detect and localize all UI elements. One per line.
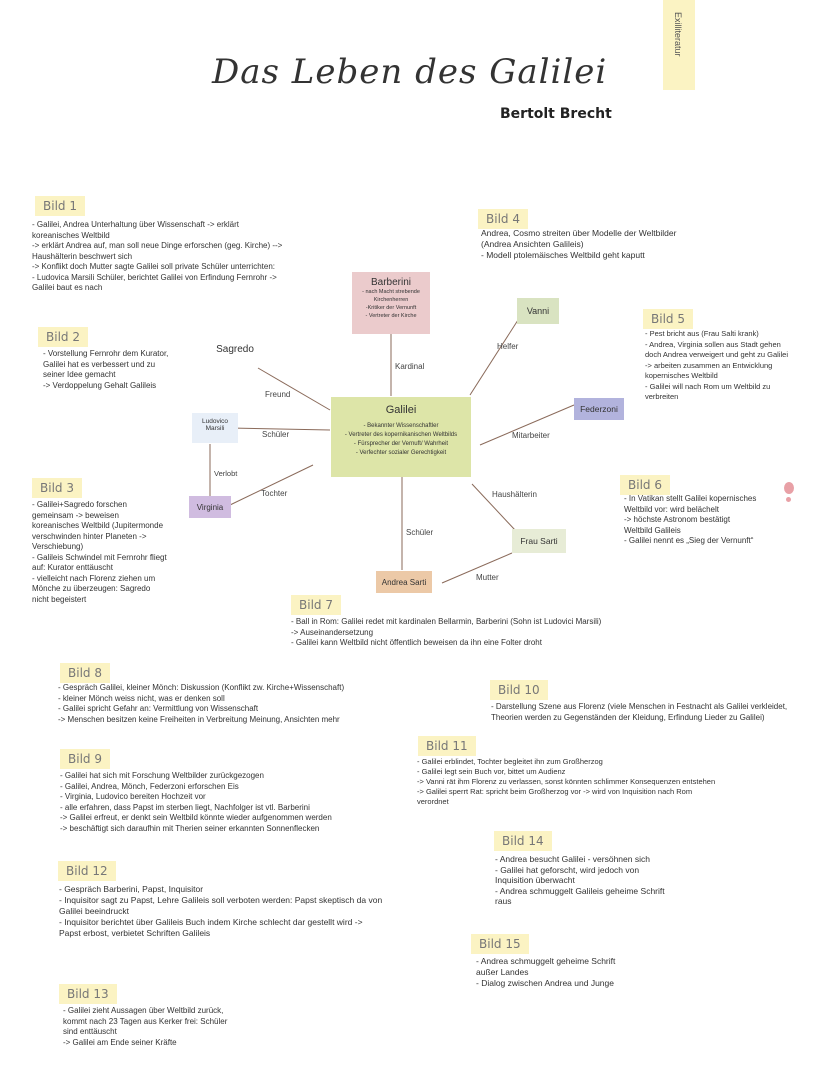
- node-frau-sarti: [512, 529, 566, 553]
- ludovico-name: Marsili: [205, 425, 225, 432]
- bild-4-label: Bild 4: [478, 209, 528, 229]
- galilei-trait: - Fürsprecher der Vernuft/ Wahrheit: [353, 441, 449, 447]
- barberini-trait: Kirchenherren: [373, 297, 409, 303]
- virginia-name: Virginia: [196, 503, 224, 512]
- bild-3-label: Bild 3: [32, 478, 82, 498]
- vanni-name: Vanni: [526, 306, 550, 316]
- bild-8-label: Bild 8: [60, 663, 110, 683]
- galilei-name: Galilei: [385, 404, 417, 416]
- rel-verlobt: Verlobt: [214, 469, 238, 478]
- bild-4-text: Andrea, Cosmo streiten über Modelle der Weltbilder (Andrea Ansichten Galileis) - Modell ptolemäisches Weltbild geht kaputt: [481, 228, 677, 260]
- exclamation-dot-icon: [786, 497, 791, 502]
- author-name: Bertolt Brecht: [500, 106, 612, 122]
- barberini-name: Barberini: [370, 277, 412, 288]
- bild-11-label: Bild 11: [418, 736, 476, 756]
- galilei-trait: - Verfechter sozialer Gerechtigkeit: [355, 450, 447, 456]
- node-ludovico: [192, 413, 238, 443]
- barberini-trait: -Kritiker der Vernunft: [365, 305, 417, 311]
- node-andrea: [376, 571, 432, 593]
- bild-15-label: Bild 15: [471, 934, 529, 954]
- node-galilei: [331, 397, 471, 477]
- exclamation-icon: [784, 482, 794, 494]
- rel-kardinal: Kardinal: [395, 362, 425, 371]
- bild-13-text: - Galilei zieht Aussagen über Weltbild zurück, kommt nach 23 Tagen aus Kerker frei: Schüler sind enttäuscht -> Galilei am Ende seiner Kräfte: [63, 1006, 228, 1047]
- bild-2-text: - Vorstellung Fernrohr dem Kurator, Galilei hat es verbessert und zu seiner Idee gemacht -> Verdoppelung Gehalt Galileis: [43, 349, 169, 390]
- bild-2-label: Bild 2: [38, 327, 88, 347]
- bild-15-text: - Andrea schmuggelt geheime Schrift außer Landes - Dialog zwischen Andrea und Junge: [476, 956, 616, 988]
- line-virginia: [230, 465, 313, 505]
- rel-haushaelterin: Haushälterin: [492, 490, 537, 499]
- node-vanni: [517, 298, 559, 324]
- bild-3-text: - Galilei+Sagredo forschen gemeinsam -> beweisen koreanisches Weltbild (Jupitermonde verschwinden hinter Planeten -> Verschiebung) - Galileis Schwindel mit Fernrohr fliegt auf: Kurator enttäuscht - vielleicht nach Florenz ziehen um Mönche zu überzeugen: Sagredo nicht begeistert: [32, 500, 167, 604]
- bild-12-label: Bild 12: [58, 861, 116, 881]
- sagredo-name: Sagredo: [216, 344, 254, 355]
- ludovico-name: Ludovico: [201, 418, 229, 425]
- rel-helfer: Helfer: [497, 342, 519, 351]
- bild-13-label: Bild 13: [59, 984, 117, 1004]
- rel-schueler-andrea: Schüler: [406, 528, 434, 537]
- andrea-name: Andrea Sarti: [381, 578, 427, 587]
- bild-14-label: Bild 14: [494, 831, 552, 851]
- side-tab-label: Exilliteratur: [673, 12, 683, 57]
- federzoni-name: Federzoni: [580, 404, 618, 414]
- bild-12-text: - Gespräch Barberini, Papst, Inquisitor - Inquisitor sagt zu Papst, Lehre Galileis soll verboten werden: Papst skeptisch da von Galilei beeindruckt - Inquisitor berichtet über Galileis Buch indem Kirche schlecht dar gestellt wird -> Papst erbost, verbietet Schriften Galileis: [59, 884, 383, 938]
- bild-1-label: Bild 1: [35, 196, 85, 216]
- bild-6-label: Bild 6: [620, 475, 670, 495]
- bild-14-text: - Andrea besucht Galilei - versöhnen sich - Galilei hat geforscht, wird jedoch von Inquisition überwacht - Andrea schmuggelt Galileis geheime Schrift raus: [495, 854, 665, 906]
- node-barberini: [352, 272, 430, 334]
- line-sagredo: [258, 368, 330, 410]
- node-sagredo: [205, 338, 265, 360]
- node-virginia: [189, 496, 231, 518]
- rel-freund: Freund: [265, 390, 291, 399]
- bild-10-text: - Darstellung Szene aus Florenz (viele Menschen in Festnacht als Galilei verkleidet, Theorien werden zu Gegenständen der Kleidung, Erfindung Lieder zu Galilei): [491, 702, 788, 722]
- rel-mutter: Mutter: [476, 573, 499, 582]
- page-title: Das Leben des Galilei: [212, 52, 608, 92]
- bild-7-text: - Ball in Rom: Galilei redet mit kardinalen Bellarmin, Barberini (Sohn ist Ludovici Marsili) -> Auseinandersetzung - Galilei kann Weltbild nicht öffentlich beweisen da ihn eine Folter droht: [291, 617, 602, 647]
- bild-7-label: Bild 7: [291, 595, 341, 615]
- line-vanni: [470, 320, 518, 395]
- bild-5-label: Bild 5: [643, 309, 693, 329]
- node-federzoni: [574, 398, 624, 420]
- galilei-trait: - Vertreter des kopernikanischen Weltbilds: [344, 432, 458, 438]
- bild-5-text: - Pest bricht aus (Frau Salti krank) - Andrea, Virginia sollen aus Stadt gehen doch Andrea verweigert und geht zu Galilei -> arbeiten zusammen an Entwicklung kopernisches Weltbild - Galilei will nach Rom um Weltbild zu verbreiten: [645, 329, 789, 401]
- bild-9-label: Bild 9: [60, 749, 110, 769]
- bild-1-text: - Galilei, Andrea Unterhaltung über Wissenschaft -> erklärt koreanisches Weltbild -> erklärt Andrea auf, man soll neue Dinge erforschen (geg. Kirche) --> Haushälterin beschwert sich -> Konflikt doch Mutter sagte Galilei soll private Schüler unterrichten: - Ludovica Marsili Schüler, berichtet Galilei von Erfindung Fernrohr -> Galilei baut es nach: [32, 220, 283, 292]
- bild-10-label: Bild 10: [490, 680, 548, 700]
- bild-9-text: - Galilei hat sich mit Forschung Weltbilder zurückgezogen - Galilei, Andrea, Mönch, Federzoni erforschen Eis - Virginia, Ludovico bereiten Hochzeit vor - alle erfahren, dass Papst im sterben liegt, Nachfolger ist vtl. Barberini -> Galilei erfreut, er denkt sein Weltbild könnte wieder aufgenommen werden -> beschäftigt sich daraufhin mit Therien seiner erkannten Sonnenflecken: [60, 771, 332, 833]
- frau-sarti-name: Frau Sarti: [520, 536, 558, 546]
- barberini-trait: - Vertreter der Kirche: [365, 313, 417, 319]
- bild-8-text: - Gespräch Galilei, kleiner Mönch: Diskussion (Konflikt zw. Kirche+Wissenschaft) - kleiner Mönch weiss nicht, was er denken soll - Galilei spricht Gefahr an: Vermittlung von Wissenschaft -> Menschen besitzen keine Freiheiten in Verbreitung Meinung, Ansichten mehr: [58, 683, 345, 724]
- galilei-trait: - Bekannter Wissenschaftler: [363, 423, 439, 429]
- bild-11-text: - Galilei erblindet, Tochter begleitet ihn zum Großherzog - Galilei legt sein Buch vor, bittet um Audienz -> Vanni rät ihm Florenz zu verlassen, sonst könnten schlimmer Konsequenzen entstehen -> Galilei sperrt Rat: spricht beim Großherzog vor -> wird von Inquisition nach Rom verordnet: [417, 757, 716, 806]
- rel-tochter: Tochter: [261, 489, 288, 498]
- rel-schueler: Schüler: [262, 430, 290, 439]
- rel-mitarbeiter: Mitarbeiter: [512, 431, 550, 440]
- barberini-trait: - nach Macht strebende: [362, 289, 420, 295]
- bild-6-text: - In Vatikan stellt Galilei kopernisches Weltbild vor: wird belächelt -> höchste Astronom bestätigt Weltbild Galileis - Galilei nennt es „Sieg der Vernunft“: [624, 494, 757, 545]
